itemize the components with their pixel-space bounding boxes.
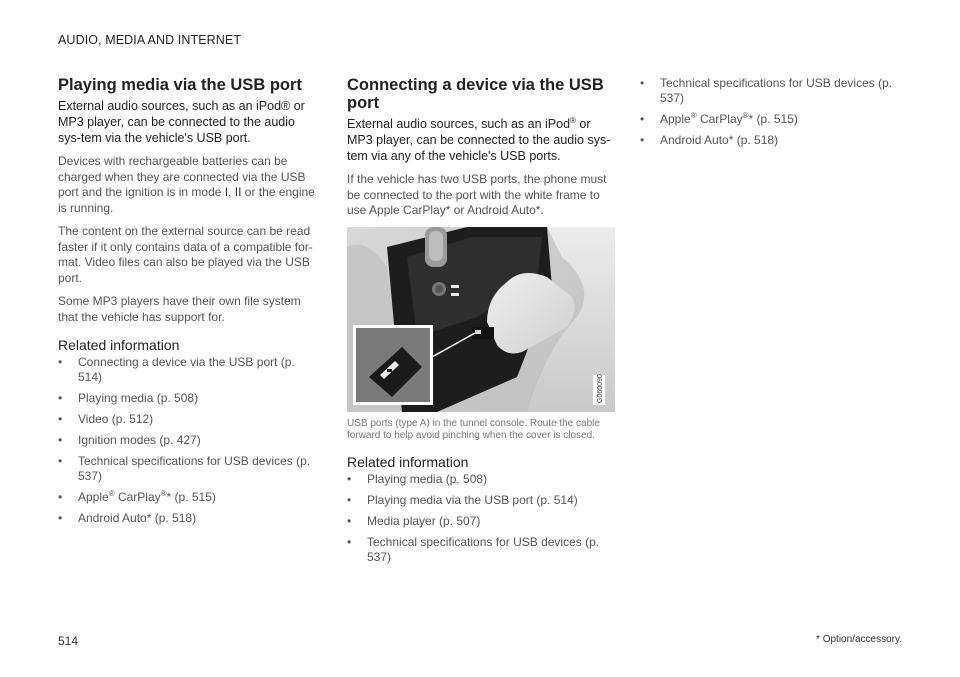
related-list <box>347 472 615 565</box>
column-3 <box>640 76 902 154</box>
text: * (p. 515) <box>748 112 798 126</box>
text: or the engine is running. <box>58 185 315 215</box>
related-link[interactable]: • Ignition modes (p. 427) <box>58 433 320 448</box>
file-system-paragraph: Some MP3 players have their own file system that the vehicle has support for. <box>58 294 301 324</box>
related-link[interactable]: • Playing media (p. 508) <box>347 472 615 487</box>
related-heading: Related information <box>58 337 180 353</box>
reg-mark: ® <box>690 111 697 120</box>
related-link[interactable]: • Android Auto* (p. 518) <box>58 511 320 526</box>
section-heading: Playing media via the USB port <box>58 76 302 94</box>
charging-paragraph <box>58 154 320 216</box>
text: External audio sources, such as an iPod <box>347 117 571 131</box>
reg-mark: ® <box>108 489 115 498</box>
text: Apple <box>78 490 109 504</box>
related-link-carplay[interactable] <box>58 490 320 505</box>
related-link[interactable]: • Media player (p. 507) <box>347 514 615 529</box>
column-2 <box>347 76 615 571</box>
related-link[interactable]: • Playing media (p. 508) <box>58 391 320 406</box>
related-link[interactable]: • Video (p. 512) <box>58 412 320 427</box>
lead-paragraph <box>347 116 615 164</box>
figure-caption: USB ports (type A) in the tunnel console. Route the cable forward to help avoid pinching when the cover is closed. <box>347 417 600 441</box>
text: , <box>228 185 235 199</box>
related-link[interactable]: • Connecting a device via the USB port (p. 514) <box>58 355 320 385</box>
related-link[interactable]: • Technical specifications for USB devices (p. 537) <box>640 76 902 106</box>
text: CarPlay <box>114 490 161 504</box>
related-link[interactable]: • Technical specifications for USB devices (p. 537) <box>58 454 320 484</box>
related-link[interactable]: • Playing media via the USB port (p. 514) <box>347 493 615 508</box>
section-header: AUDIO, MEDIA AND INTERNET <box>58 33 242 47</box>
related-link[interactable]: • Technical specifications for USB devices (p. 537) <box>347 535 615 565</box>
text: Apple <box>660 112 691 126</box>
mode-i: I <box>224 185 229 199</box>
footnote: * Option/accessory. <box>816 634 902 645</box>
text: or MP3 player, can be connected to the audio sys-tem via any of the vehicle's USB ports. <box>347 117 611 163</box>
mode-ii: II <box>234 185 242 199</box>
related-list <box>58 355 320 526</box>
related-heading: Related information <box>347 453 469 470</box>
reg-mark: ® <box>742 111 749 120</box>
column-1 <box>58 76 320 532</box>
section-heading: Connecting a device via the USB port <box>347 76 604 112</box>
page-number: 514 <box>58 634 79 648</box>
format-paragraph: The content on the external source can be read faster if it only contains data of a compatible for-mat. Video files can also be played via the USB port. <box>58 224 313 285</box>
usb-ports-paragraph: If the vehicle has two USB ports, the phone must be connected to the port with the white frame to use Apple CarPlay* or Android Auto*. <box>347 172 607 217</box>
figure-code: G060090 <box>597 373 604 403</box>
text: * (p. 515) <box>166 490 216 504</box>
console-illustration <box>347 227 615 412</box>
related-list-continued <box>640 76 902 148</box>
text: CarPlay <box>696 112 743 126</box>
related-link-carplay[interactable] <box>640 112 902 127</box>
related-link[interactable]: • Android Auto* (p. 518) <box>640 133 902 148</box>
reg-mark: ® <box>570 115 576 125</box>
text: Devices with rechargeable batteries can be charged when they are connected via the USB port and the ignition is in mode <box>58 154 306 199</box>
tunnel-console-photo <box>347 227 615 412</box>
lead-paragraph: External audio sources, such as an iPod® or MP3 player, can be connected to the audio sys-tem via the vehicle's USB port. <box>58 99 305 145</box>
reg-mark: ® <box>160 489 167 498</box>
